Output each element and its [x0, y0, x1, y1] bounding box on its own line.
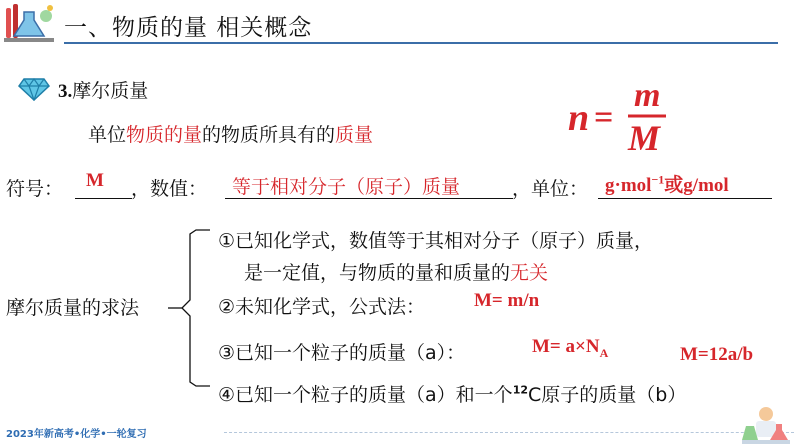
symbol-blank	[75, 198, 132, 199]
page-title: 一、物质的量 相关概念	[64, 15, 313, 41]
section-title-text: 摩尔质量	[72, 80, 149, 102]
footer-divider	[224, 432, 794, 433]
definition-part2: 物质的量	[126, 124, 203, 146]
value-answer: 等于相对分子（原子）质量	[232, 176, 461, 198]
unit-label: ，单位：	[512, 178, 589, 200]
method-4-sup: 12	[512, 383, 528, 397]
method-3-answer	[532, 336, 608, 361]
symbol-label: 符号：	[6, 178, 64, 200]
formula-eq: =	[594, 99, 614, 136]
methods-label: 摩尔质量的求法	[6, 297, 140, 319]
method-1-red: 无关	[510, 262, 549, 284]
symbol-answer: M	[86, 170, 104, 191]
unit-answer-sup: −1	[651, 172, 665, 187]
footer-text: 2023年新高考•化学•一轮复习	[6, 429, 147, 440]
unit-blank	[598, 198, 772, 199]
method-1-line2-text: 是一定值，与物质的量和质量的	[244, 262, 511, 284]
method-3-answer-sub: A	[599, 345, 609, 360]
definition-part1: 单位	[88, 124, 127, 146]
formula-numerator: m	[634, 77, 661, 114]
method-3-answer-text: M= a×N	[532, 336, 600, 357]
method-2-answer: M= m/n	[474, 290, 540, 311]
left-brace	[160, 222, 220, 394]
method-4-answer: M=12a/b	[680, 344, 754, 365]
method-1-line2	[244, 258, 548, 285]
method-1-line1: ①已知化学式，数值等于其相对分子（原子）质量，	[218, 230, 654, 252]
unit-answer-suffix: 或g/mol	[664, 175, 729, 196]
method-4-prefix: ④已知一个粒子的质量（a）和一个	[218, 384, 513, 406]
definition-part4: 质量	[335, 124, 374, 146]
method-3: ③已知一个粒子的质量（a）：	[218, 342, 466, 364]
formula-lhs: n	[568, 97, 590, 139]
chemistry-lab-icon	[742, 404, 790, 446]
section-number: 3.	[58, 81, 73, 102]
formula-denominator: M	[628, 118, 661, 156]
unit-answer-prefix: g·mol	[605, 175, 652, 196]
value-label: ，数值：	[131, 178, 208, 200]
method-4	[218, 380, 686, 407]
method-4-suffix: C原子的质量（b）	[528, 384, 687, 406]
method-2: ②未知化学式，公式法：	[218, 296, 426, 318]
definition-part3: 的物质所具有的	[202, 124, 336, 146]
unit-answer	[605, 170, 729, 197]
